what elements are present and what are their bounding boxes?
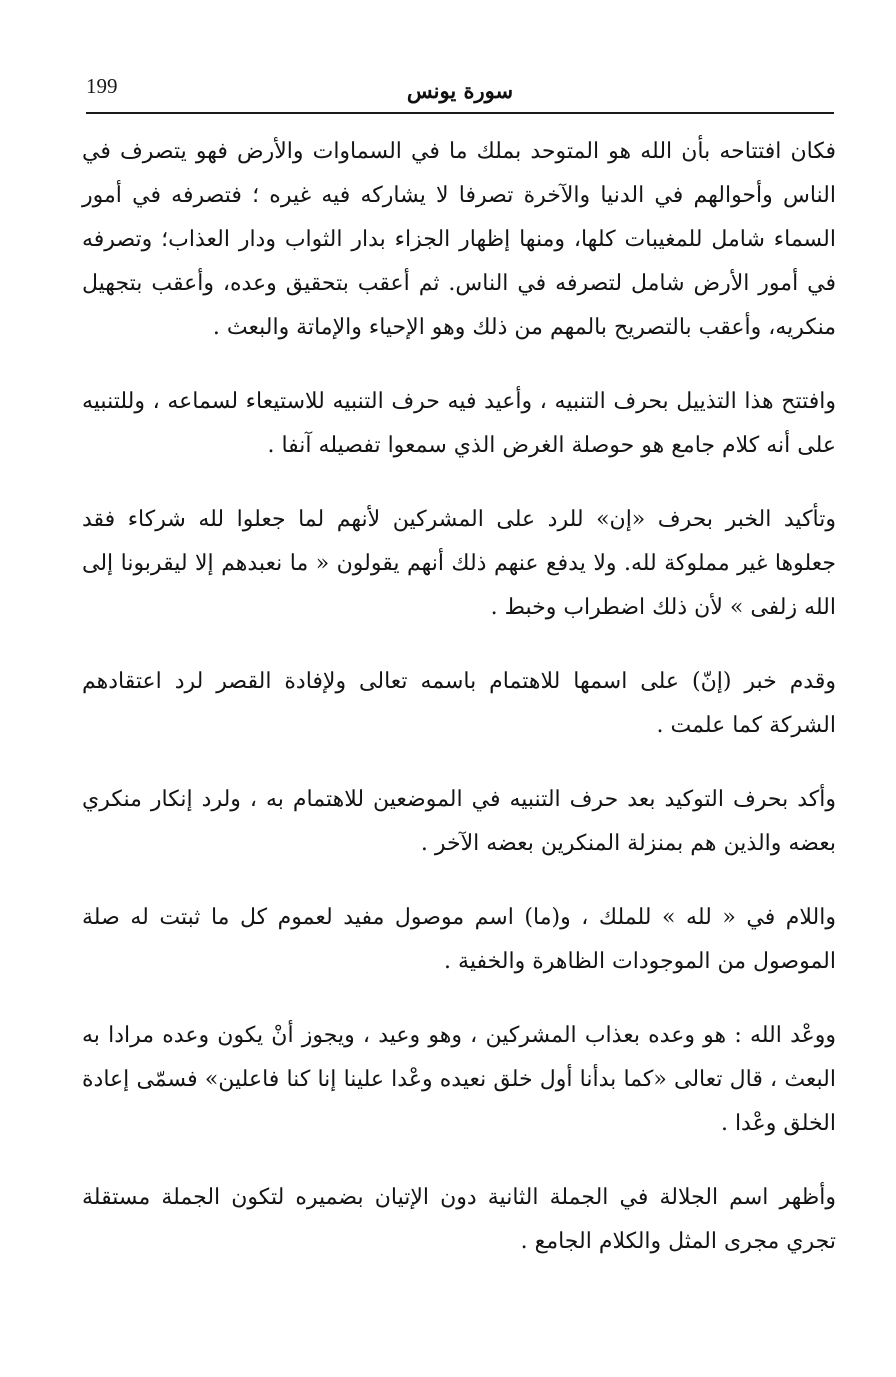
paragraph-1: فكان افتتاحه بأن الله هو المتوحد بملك ما في السماوات والأرض فهو يتصرف في الناس وأحوالهم في الدنيا والآخرة تصرفا لا يشاركه فيه غيره ؛ فتصرفه في أمور السماء شامل للمغيبات كلها، ومنها إظهار الجزاء بدار الثواب ودار العذاب؛ وتصرفه في أمور الأرض شامل لتصرفه في الناس. ثم أعقب بتحقيق وعده، وأعقب بتجهيل منكريه، وأعقب بالتصريح بالمهم من ذلك وهو الإحياء والإماتة والبعث . [82,139,836,340]
paragraph-7: ووعْد الله : هو وعده بعذاب المشركين ، وهو وعيد ، ويجوز أنْ يكون وعده مرادا به البعث ، قال تعالى «كما بدأنا أول خلق نعيده وعْدا علينا إنا كنا فاعلين» فسمّى إعادة الخلق وعْدا . [82,1023,836,1136]
running-title: سورة يونس [406,78,514,103]
paragraph-6: واللام في « لله » للملك ، و(ما) اسم موصول مفيد لعموم كل ما ثبتت له صلة الموصول من الموجودات الظاهرة والخفية . [82,905,836,974]
paragraph-4: وقدم خبر (إنّ) على اسمها للاهتمام باسمه تعالى ولإفادة القصر لرد اعتقادهم الشركة كما علمت . [82,669,836,738]
paragraph-5: وأكد بحرف التوكيد بعد حرف التنبيه في الموضعين للاهتمام به ، ولرد إنكار منكري بعضه والذين هم بمنزلة المنكرين بعضه الآخر . [82,787,836,856]
paragraph-8: وأظهر اسم الجلالة في الجملة الثانية دون الإتيان بضميره لتكون الجملة مستقلة تجري مجرى المثل والكلام الجامع . [82,1185,836,1254]
paragraph-3: وتأكيد الخبر بحرف «إن» للرد على المشركين لأنهم لما جعلوا لله شركاء فقد جعلوها غير مملوكة لله. ولا يدفع عنهم ذلك أنهم يقولون « ما نعبدهم إلا ليقربونا إلى الله زلفى » لأن ذلك اضطراب وخبط . [82,507,836,620]
page-number: 199 [86,74,118,98]
page-header [86,66,834,116]
body-text [82,130,836,1292]
header-rule [86,112,834,114]
paragraph-2: وافتتح هذا التذييل بحرف التنبيه ، وأعيد فيه حرف التنبيه للاستيعاء لسماعه ، وللتنبيه على أنه كلام جامع هو حوصلة الغرض الذي سمعوا تفصيله آنفا . [82,389,836,458]
